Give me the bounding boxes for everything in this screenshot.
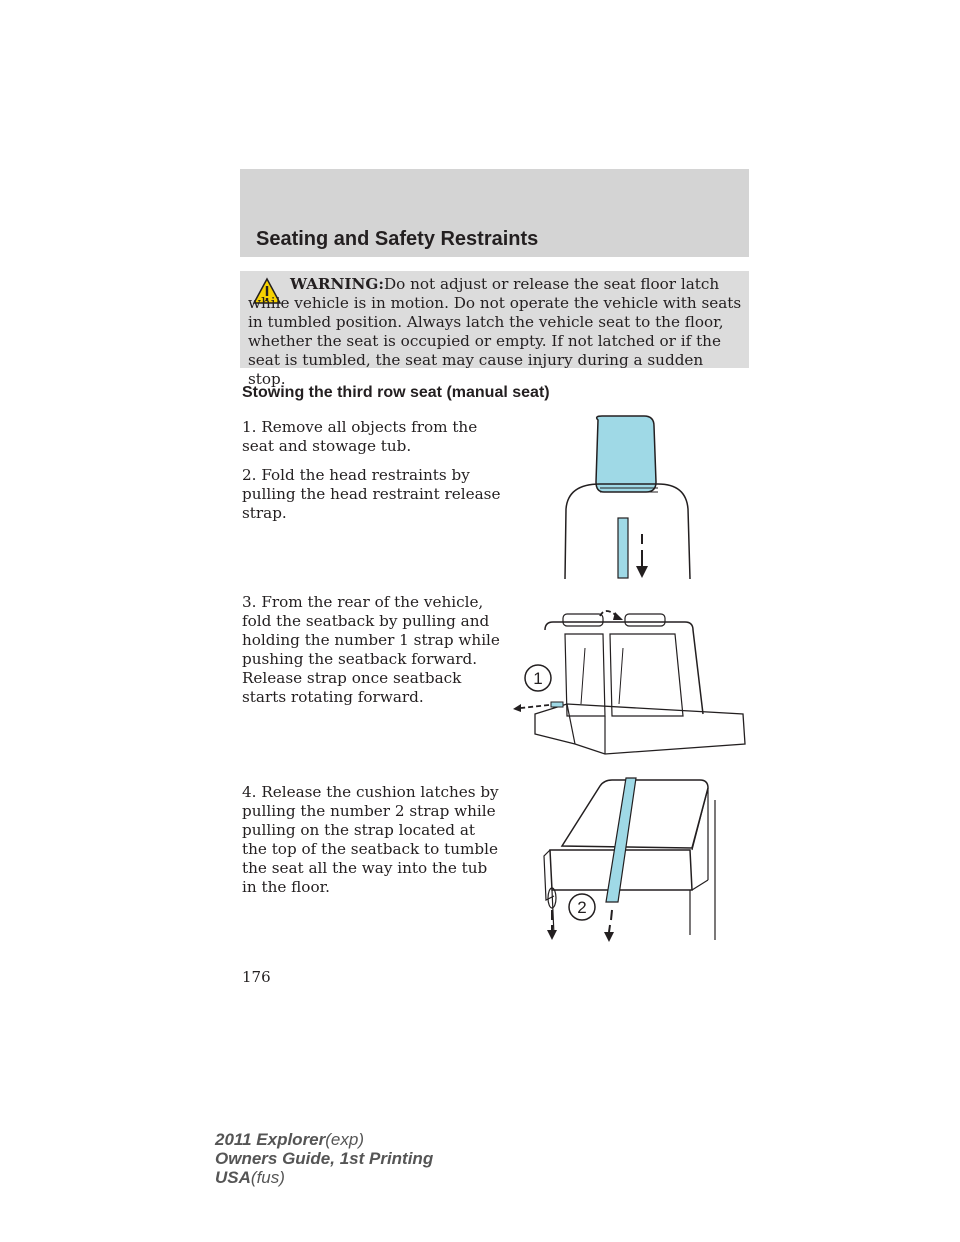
warning-box (240, 271, 749, 388)
head-restraint-illustration (560, 414, 700, 584)
footer-line-3 (215, 1168, 433, 1187)
footer-market: USA (215, 1168, 251, 1187)
step-1: 1. Remove all objects from the seat and stowage tub. (242, 418, 478, 455)
footer (215, 1130, 433, 1187)
step-3: 3. From the rear of the vehicle, fold the seatback by pulling and holding the number 1 strap while pushing the seatback forward. Release strap once seatback starts rotating forward. (242, 593, 500, 706)
callout-1: 1 (533, 669, 543, 688)
tumble-seat-illustration (530, 770, 725, 950)
section-header (240, 169, 749, 257)
fold-seatback-illustration (505, 604, 750, 769)
footer-market-code: (fus) (250, 1168, 285, 1187)
page-number: 176 (242, 968, 271, 986)
step-4: 4. Release the cushion latches by pulling the number 2 strap while pulling on the strap located at the top of the seatback to tumble the seat all the way into the tub in the floor. (242, 783, 499, 896)
step-2: 2. Fold the head restraints by pulling the head restraint release strap. (242, 466, 501, 522)
section-title: Seating and Safety Restraints (256, 228, 539, 250)
warning-body: Do not adjust or release the seat floor latch while vehicle is in motion. Do not operate the vehicle with seats in tumbled position. Always latch the vehicle seat to the floor, whether the seat is occupied or empty. If not latched or if the seat is tumbled, the seat may cause injury during a sudden stop. (248, 275, 742, 388)
footer-model: 2011 Explorer (215, 1130, 326, 1149)
footer-line-2: Owners Guide, 1st Printing (215, 1149, 434, 1168)
warning-text (248, 275, 742, 389)
section-heading: Stowing the third row seat (manual seat) (242, 384, 550, 401)
footer-model-code: (exp) (325, 1130, 364, 1149)
footer-line-1 (215, 1130, 433, 1149)
warning-label: WARNING: (290, 275, 384, 293)
callout-2: 2 (577, 898, 587, 917)
